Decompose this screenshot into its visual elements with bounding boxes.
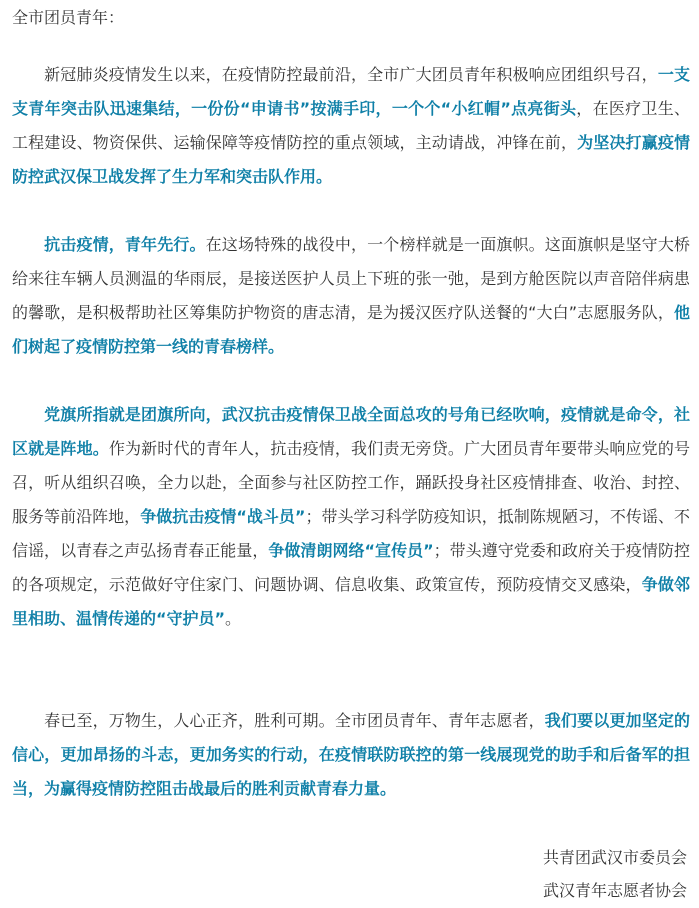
highlighted-text: 我们要以更加坚定的信心，更加昂扬的斗志，更加务实的行动，在疫情联防联控的第一线展现党的助手和后备军的担当，为赢得疫情防控阻击战最后的胜利贡献青春力量。: [12, 711, 690, 798]
highlighted-text: 一支支青年突击队迅速集结，一份份“申请书”按满手印，一个个“小红帽”点亮街头: [12, 65, 690, 118]
body-text: ，在医疗卫生、工程建设、物资保供、运输保障等疫情防控的重点领域，主动请战，冲锋在前，: [12, 99, 690, 152]
highlighted-text: 争做清朗网络“宣传员”: [268, 541, 434, 560]
body-text: ；带头学习科学防疫知识，抵制陈规陋习，不传谣、不信谣，以青春之声弘扬青春正能量，: [12, 507, 690, 560]
paragraph-1: [12, 58, 690, 194]
body-text: 。: [225, 609, 242, 628]
salutation: 全市团员青年：: [12, 8, 125, 27]
highlighted-text: 他们树起了疫情防控第一线的青春榜样。: [12, 303, 690, 356]
signature-org-1: 共青团武汉市委员会: [542, 848, 687, 867]
highlighted-text: 争做邻里相助、温情传递的“守护员”: [12, 575, 690, 628]
body-text: ；带头遵守党委和政府关于疫情防控的各项规定，示范做好守住家门、问题协调、信息收集、政策宣传，预防疫情交叉感染，: [12, 541, 690, 594]
highlighted-text: 抗击疫情，青年先行。: [44, 235, 206, 254]
signature-org-2: 武汉青年志愿者协会: [542, 881, 687, 900]
highlighted-text: 党旗所指就是团旗所向，武汉抗击疫情保卫战全面总攻的号角已经吹响，疫情就是命令，社区就是阵地。: [12, 405, 690, 458]
highlighted-text: 争做抗击疫情“战斗员”: [140, 507, 306, 526]
body-text: 在这场特殊的战役中，一个榜样就是一面旗帜。这面旗帜是坚守大桥给来往车辆人员测温的华雨辰，是接送医护人员上下班的张一弛，是到方舱医院以声音陪伴病患的馨歌，是积极帮助社区筹集防护物资的唐志清，是为援汉医疗队送餐的“大白”志愿服务队，: [12, 235, 690, 322]
body-text: 新冠肺炎疫情发生以来，在疫情防控最前沿，全市广大团员青年积极响应团组织号召，: [44, 65, 658, 84]
paragraph-4: [12, 704, 690, 806]
paragraph-2: [12, 228, 690, 364]
paragraph-3: [12, 398, 690, 636]
body-text: 作为新时代的青年人，抗击疫情，我们责无旁贷。广大团员青年要带头响应党的号召，听从组织召唤，全力以赴，全面参与社区防控工作，踊跃投身社区疫情排查、收治、封控、服务等前沿阵地，: [12, 439, 690, 526]
highlighted-text: 为坚决打赢疫情防控武汉保卫战发挥了生力军和突击队作用。: [12, 133, 690, 186]
body-text: 春已至，万物生，人心正齐，胜利可期。全市团员青年、青年志愿者，: [44, 711, 545, 730]
